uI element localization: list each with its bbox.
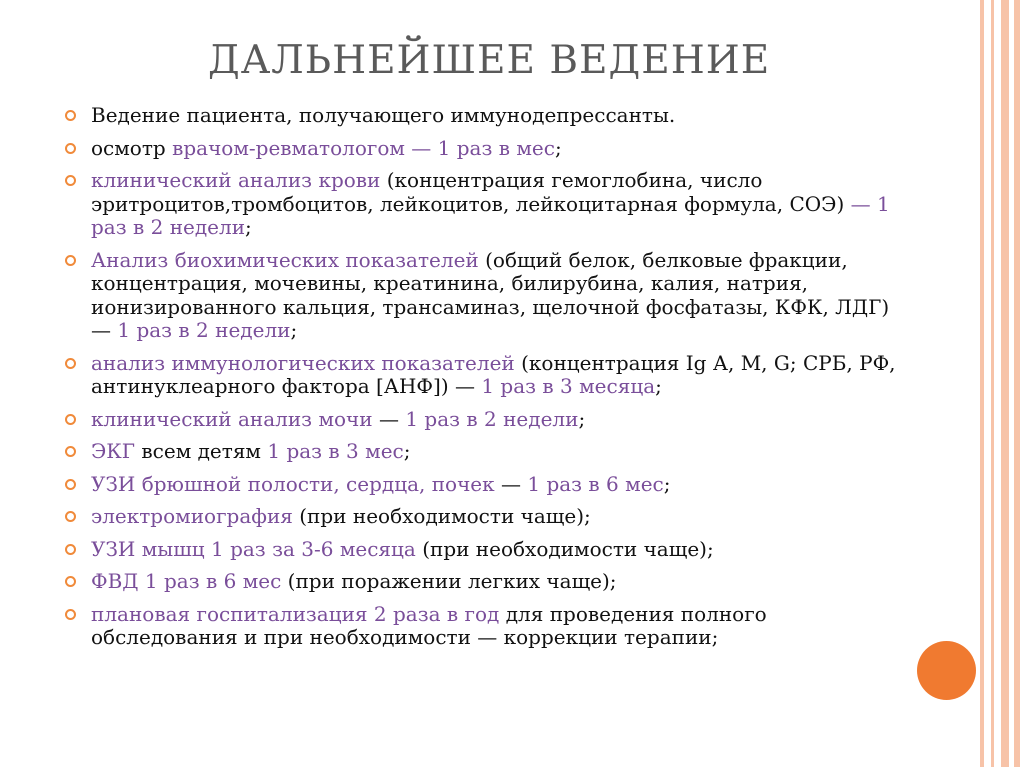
highlighted-text: УЗИ мышц 1 раз за 3-6 месяца [91,536,423,561]
list-item [65,169,915,240]
item-text: (общий белок, белковые фракции, концентрация, мочевины, креатинина, билирубина, калия, натрия, ионизированного кальция, трансаминаз, щелочной фосфатазы, КФК, ЛДГ) — [91,247,890,342]
bullet-icon [65,609,76,620]
bullet-icon [65,446,76,457]
item-text: ; [403,439,411,463]
highlighted-text: клинический анализ мочи [91,406,379,431]
highlighted-text: клинический анализ крови [91,168,387,192]
list-item [65,505,915,529]
highlighted-text: 1 раз в 3 мес [267,439,404,463]
bullet-list [65,104,915,659]
bullet-icon [65,358,76,369]
bullet-icon [65,175,76,186]
highlighted-text: ЭКГ [91,439,142,463]
highlighted-text: УЗИ брюшной полости, сердца, почек [91,471,501,496]
item-text: (при необходимости чаще); [299,504,591,528]
item-text: Ведение пациента, получающего иммунодепрессанты. [91,103,676,127]
list-item [65,104,915,128]
bullet-icon [65,544,76,555]
decorative-stripes [980,0,1024,767]
stripe [1001,0,1009,767]
stripe [991,0,994,767]
item-text: — [501,471,528,496]
bullet-icon [65,511,76,522]
item-text: ; [554,135,562,160]
highlighted-text: 1 раз в 6 мес [527,471,664,496]
list-item [65,440,915,464]
highlighted-text: 1 раз в 2 недели [117,318,291,342]
bullet-icon [65,576,76,587]
highlighted-text: 1 раз в 2 недели [405,406,579,431]
highlighted-text: 1 раз в 3 месяца [481,374,656,398]
slide-title: ДАЛЬНЕЙШЕЕ ВЕДЕНИЕ [208,38,771,83]
bullet-icon [65,110,76,121]
item-text: (при необходимости чаще); [422,536,714,561]
list-item [65,408,915,432]
item-text: ; [655,374,662,398]
list-item [65,603,915,650]
highlighted-text: электромиография [91,504,300,528]
item-text: — [378,406,406,431]
item-text: (концентрация Ig А, М, G; СРБ, РФ, антинуклеарного фактора [АНФ]) — [91,350,896,398]
list-item [65,570,915,594]
highlighted-text: анализ иммунологических показателей [91,350,522,375]
stripe [1014,0,1020,767]
list-item [65,473,915,497]
item-text: всем детям [141,439,268,463]
list-item [65,538,915,562]
highlighted-text: — 1 раз в 2 недели [91,191,890,239]
item-text: (при поражении легких чаще); [287,569,617,593]
bullet-icon [65,143,76,154]
list-item [65,137,915,161]
item-text: (концентрация гемоглобина, число эритроцитов,тромбоцитов, лейкоцитов, лейкоцитарная формула, СОЭ) [91,168,851,216]
highlighted-text: Анализ биохимических показателей [91,247,486,272]
list-item [65,352,915,399]
stripe [980,0,984,767]
item-text: ; [290,318,298,342]
item-text: ; [245,215,252,239]
list-item [65,249,915,343]
highlighted-text: ФВД 1 раз в 6 мес [91,569,288,593]
item-text: осмотр [91,135,173,160]
decorative-circle [917,641,976,700]
highlighted-text: врачом-ревматологом — 1 раз в мес [172,135,555,160]
bullet-icon [65,414,76,425]
item-text: ; [663,471,671,496]
bullet-icon [65,479,76,490]
item-text: ; [578,406,586,431]
highlighted-text: плановая госпитализация 2 раза в год [91,601,506,626]
bullet-icon [65,255,76,266]
item-text: для проведения полного обследования и при необходимости — коррекции терапии; [91,601,767,649]
